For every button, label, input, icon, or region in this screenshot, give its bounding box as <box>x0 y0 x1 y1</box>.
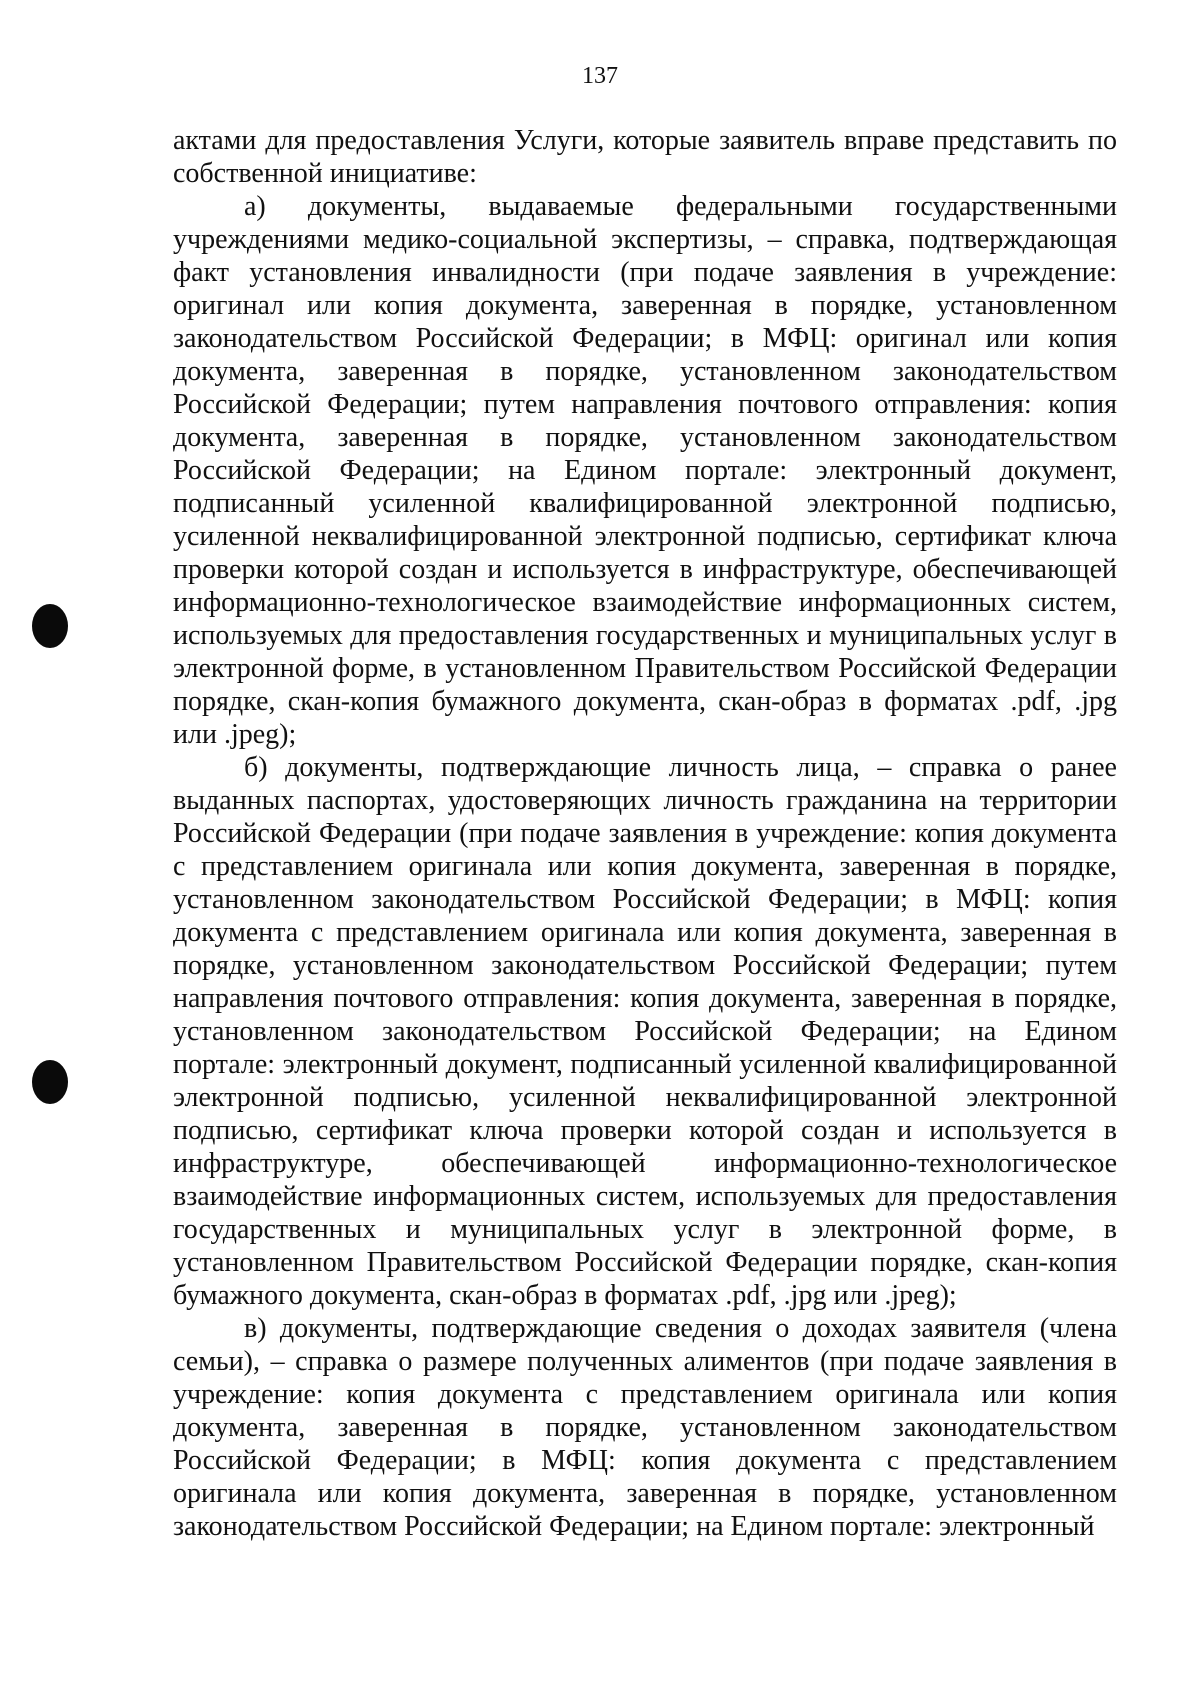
paragraph-item-b: б) документы, подтверждающие личность лица, – справка о ранее выданных паспортах, удостоверяющих личность гражданина на территории Российской Федерации (при подаче заявления в учреждение: копия документа с представлением оригинала или копия документа, заверенная в порядке, установленном законодательством Российской Федерации; в МФЦ: копия документа с представлением оригинала или копия документа, заверенная в порядке, установленном законодательством Российской Федерации; путем направления почтового отправления: копия документа, заверенная в порядке, установленном законодательством Российской Федерации; на Едином портале: электронный документ, подписанный усиленной квалифицированной электронной подписью, усиленной неквалифицированной электронной подписью, сертификат ключа проверки которой создан и используется в инфраструктуре, обеспечивающей информационно-технологическое взаимодействие информационных систем, используемых для предоставления государственных и муниципальных услуг в электронной форме, в установленном Правительством Российской Федерации порядке, скан-копия бумажного документа, скан-образ в форматах .pdf, .jpg или .jpeg); <box>173 752 1117 1311</box>
document-body <box>173 124 1117 1543</box>
paragraph-continuation: актами для предоставления Услуги, которые заявитель вправе представить по собственной инициативе: <box>173 125 1117 189</box>
punch-hole-mark <box>32 1060 68 1104</box>
page-number: 137 <box>582 63 618 89</box>
punch-hole-mark <box>32 604 68 648</box>
paragraph-item-a: а) документы, выдаваемые федеральными государственными учреждениями медико-социальной экспертизы, – справка, подтверждающая факт установления инвалидности (при подаче заявления в учреждение: оригинал или копия документа, заверенная в порядке, установленном законодательством Российской Федерации; в МФЦ: оригинал или копия документа, заверенная в порядке, установленном законодательством Российской Федерации; путем направления почтового отправления: копия документа, заверенная в порядке, установленном законодательством Российской Федерации; на Едином портале: электронный документ, подписанный усиленной квалифицированной электронной подписью, усиленной неквалифицированной электронной подписью, сертификат ключа проверки которой создан и используется в инфраструктуре, обеспечивающей информационно-технологическое взаимодействие информационных систем, используемых для предоставления государственных и муниципальных услуг в электронной форме, в установленном Правительством Российской Федерации порядке, скан-копия бумажного документа, скан-образ в форматах .pdf, .jpg или .jpeg); <box>173 191 1117 750</box>
paragraph-item-v: в) документы, подтверждающие сведения о доходах заявителя (члена семьи), – справка о размере полученных алиментов (при подаче заявления в учреждение: копия документа с представлением оригинала или копия документа, заверенная в порядке, установленном законодательством Российской Федерации; в МФЦ: копия документа с представлением оригинала или копия документа, заверенная в порядке, установленном законодательством Российской Федерации; на Едином портале: электронный <box>173 1313 1117 1542</box>
